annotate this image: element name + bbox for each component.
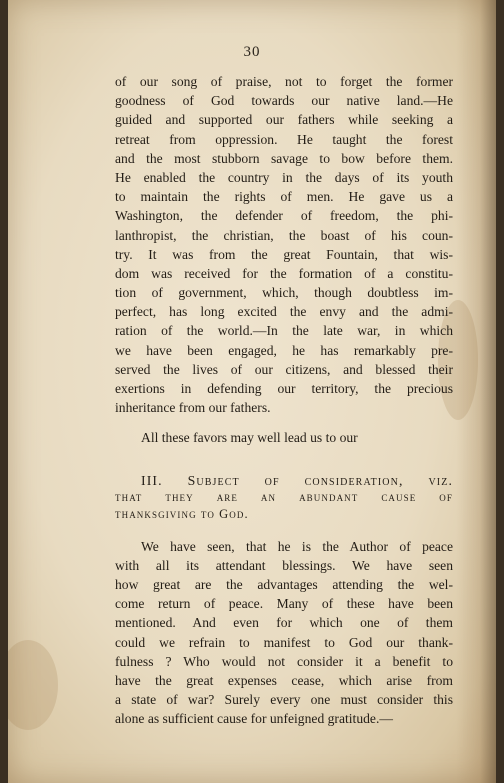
text-line: with all its attendant blessings. We have seen <box>115 557 453 573</box>
text-line: try. It was from the great Fountain, that wis- <box>115 246 453 262</box>
text-line: and the most stubborn savage to bow before them. <box>115 150 453 166</box>
text-line: of our song of praise, not to forget the former <box>115 74 453 89</box>
page-number: 30 <box>243 44 261 60</box>
text-line: III. Subject of consideration, viz. <box>141 472 453 488</box>
text-line: mentioned. And even for which one of them <box>115 615 453 631</box>
text-line: tion of government, which, though doubtless im- <box>115 285 453 301</box>
text-line: alone as sufficient cause for unfeigned gratitude.— <box>115 711 393 727</box>
text-line: have the great expenses cease, which arise from <box>115 672 453 688</box>
text-line: thanksgiving to God. <box>115 506 249 521</box>
text-line: to maintain the rights of men. He gave us a <box>115 189 453 205</box>
text-line: goodness of God towards our native land.—He <box>115 93 453 109</box>
text-line: lanthropist, the christian, the boast of his coun- <box>115 227 453 243</box>
section-heading <box>115 472 453 523</box>
text-line: retreat from oppression. He taught the forest <box>115 131 453 147</box>
text-line: could we refrain to manifest to God our thank- <box>115 634 453 650</box>
text-line: He enabled the country in the days of its youth <box>115 169 453 185</box>
text-line: ration of the world.—In the late war, in which <box>115 323 453 339</box>
body-text <box>115 72 453 728</box>
text-line: fulness ? Who would not consider it a benefit to <box>115 653 453 669</box>
text-line: we have been engaged, he has remarkably pre- <box>115 342 453 358</box>
text-line: Washington, the defender of freedom, the phi- <box>115 208 453 224</box>
text-line: how great are the advantages attending the wel- <box>115 576 453 592</box>
text-line: inheritance from our fathers. <box>115 400 271 416</box>
paragraph-3 <box>115 537 453 729</box>
text-line: come return of peace. Many of these have been <box>115 596 453 612</box>
text-line: that they are an abundant cause of <box>115 489 453 504</box>
text-line: We have seen, that he is the Author of peace <box>141 538 453 554</box>
text-line: a state of war? Surely every one must consider this <box>115 692 453 708</box>
book-page <box>8 0 496 783</box>
text-line: exertions in defending our territory, the precious <box>115 381 453 396</box>
age-stain <box>8 640 58 730</box>
text-line: dom was received for the formation of a constitu- <box>115 265 453 281</box>
text-line: perfect, has long excited the envy and the admi- <box>115 304 453 320</box>
text-line: guided and supported our fathers while seeking a <box>115 112 453 128</box>
paragraph-1 <box>115 72 453 417</box>
text-line: All these favors may well lead us to our <box>141 430 358 446</box>
text-line: served the lives of our citizens, and blessed their <box>115 361 453 377</box>
paragraph-2 <box>115 428 453 447</box>
